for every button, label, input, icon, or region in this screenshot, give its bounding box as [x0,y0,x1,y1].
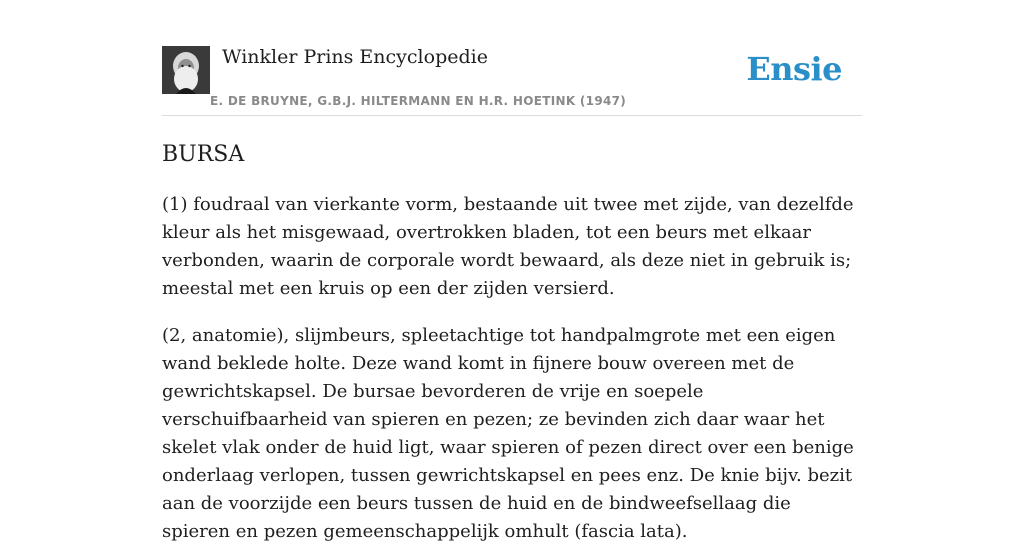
ensie-logo-link[interactable]: Ensie [746,50,842,88]
article-paragraph-2: (2, anatomie), slijmbeurs, spleetachtige tot handpalmgrote met een eigen wand beklede holte. Deze wand komt in fijnere bouw overeen met de gewrichtskapsel. De bursae bevorderen de vrije en soepele verschuifbaarheid van spieren en pezen; ze bevinden zich daar waar het skelet vlak onder de huid ligt, waar spieren of pezen direct over een benige onderlaag verlopen, tussen gewrichtskapsel en pees enz. De knie bijv. bezit aan de voorzijde een beurs tussen de huid en de bindweefsellaag die spieren en pezen gemeenschappelijk omhult (fascia lata). [162,325,854,542]
site-title[interactable]: Winkler Prins Encyclopedie [222,46,488,68]
article-paragraph-1: (1) foudraal van vierkante vorm, bestaande uit twee met zijde, van dezelfde kleur als het misgewaad, overtrokken bladen, tot een beurs met elkaar verbonden, waarin de corporale wordt bewaard, als deze niet in gebruik is; meestal met een kruis op een der zijden versierd. [162,194,854,299]
author-avatar[interactable] [162,46,210,94]
authors-subtitle: E. DE BRUYNE, G.B.J. HILTERMANN EN H.R. HOETINK (1947) [210,94,627,108]
author-portrait-icon [162,46,210,94]
page [162,0,862,546]
article-title: BURSA [162,142,245,167]
site-header [162,0,862,116]
